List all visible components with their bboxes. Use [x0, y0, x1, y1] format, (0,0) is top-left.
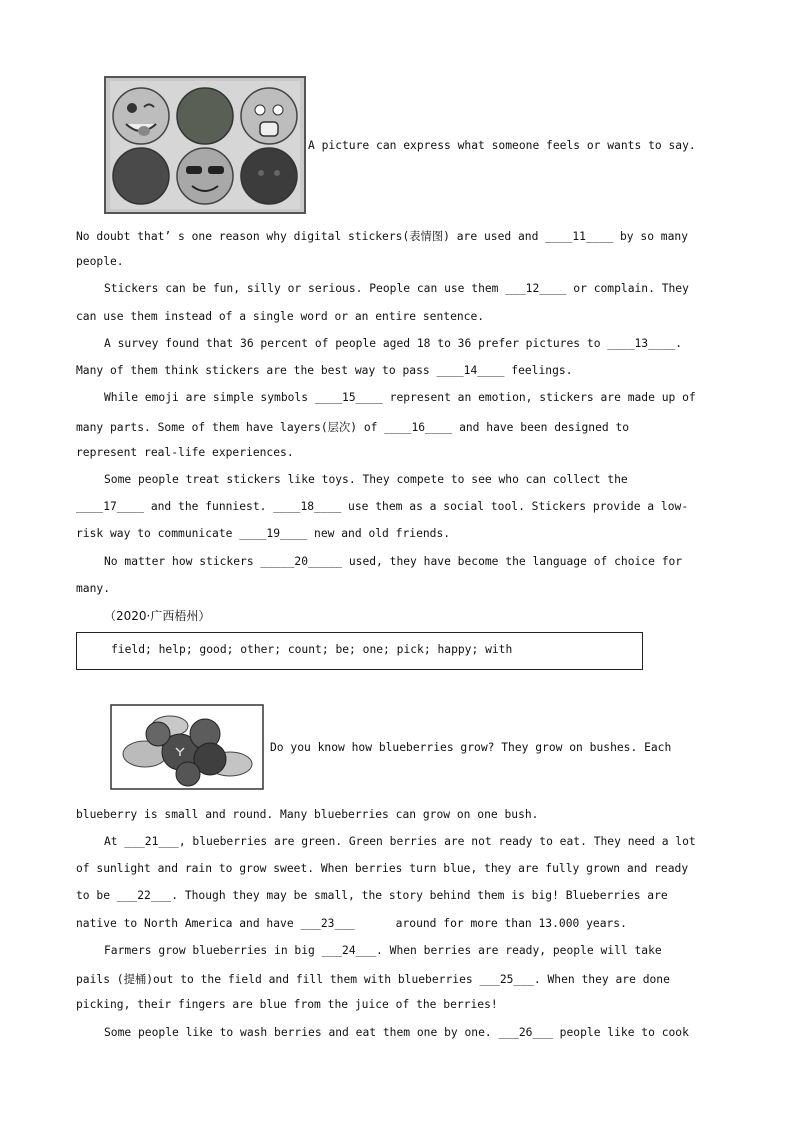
passage1-line-12: ____17____ and the funniest. ____18____ use them as a social tool. Stickers provide a low-: [76, 500, 689, 513]
word-bank-box: [76, 632, 643, 670]
passage1-line-13: risk way to communicate ____19____ new and old friends.: [76, 527, 451, 540]
word-bank-text: field; help; good; other; count; be; one; pick; happy; with: [111, 643, 513, 656]
passage2-line-1: Do you know how blueberries grow? They grow on bushes. Each: [270, 741, 672, 754]
passage1-line-6: A survey found that 36 percent of people aged 18 to 36 prefer pictures to ____13____.: [104, 337, 683, 350]
passage2-line-2: blueberry is small and round. Many blueberries can grow on one bush.: [76, 808, 539, 821]
passage2-line-10: Some people like to wash berries and eat them one by one. ___26___ people like to cook: [104, 1026, 689, 1039]
blueberries-image: [110, 704, 264, 790]
passage1-line-9: many parts. Some of them have layers(层次) of ____16____ and have been designed to: [76, 421, 630, 434]
passage2-line-7: Farmers grow blueberries in big ___24___. When berries are ready, people will take: [104, 944, 662, 957]
passage2-line-4: of sunlight and rain to grow sweet. When berries turn blue, they are fully grown and ready: [76, 862, 689, 875]
passage1-line-2: No doubt that’ s one reason why digital stickers(表情图) are used and ____11____ by so many: [76, 230, 689, 243]
source-label: （2020·广西梧州）: [104, 609, 211, 623]
passage1-line-10: represent real-life experiences.: [76, 446, 294, 459]
emoji-stickers-image: [104, 76, 306, 214]
passage2-line-8: pails (提桶)out to the field and fill them with blueberries ___25___. When they are done: [76, 973, 670, 986]
emoji-stickers-illustration: [104, 76, 306, 214]
passage1-line-15: many.: [76, 582, 111, 595]
passage2-line-5: to be ___22___. Though they may be small, the story behind them is big! Blueberries are: [76, 889, 668, 902]
passage1-line-11: Some people treat stickers like toys. They compete to see who can collect the: [104, 473, 628, 486]
passage1-line-3: people.: [76, 255, 124, 268]
blueberries-illustration: [110, 704, 264, 790]
passage2-line-3: At ___21___, blueberries are green. Green berries are not ready to eat. They need a lot: [104, 835, 696, 848]
passage2-line-6: native to North America and have ___23___ around for more than 13.000 years.: [76, 917, 627, 930]
passage1-line-7: Many of them think stickers are the best way to pass ____14____ feelings.: [76, 364, 573, 377]
passage1-line-8: While emoji are simple symbols ____15____ represent an emotion, stickers are made up of: [104, 391, 696, 404]
passage1-line-1: A picture can express what someone feels or wants to say.: [308, 139, 696, 152]
passage1-line-5: can use them instead of a single word or an entire sentence.: [76, 310, 485, 323]
passage1-line-14: No matter how stickers _____20_____ used, they have become the language of choice for: [104, 555, 683, 568]
passage2-line-9: picking, their fingers are blue from the juice of the berries!: [76, 998, 498, 1011]
passage1-line-4: Stickers can be fun, silly or serious. People can use them ___12____ or complain. They: [104, 282, 689, 295]
